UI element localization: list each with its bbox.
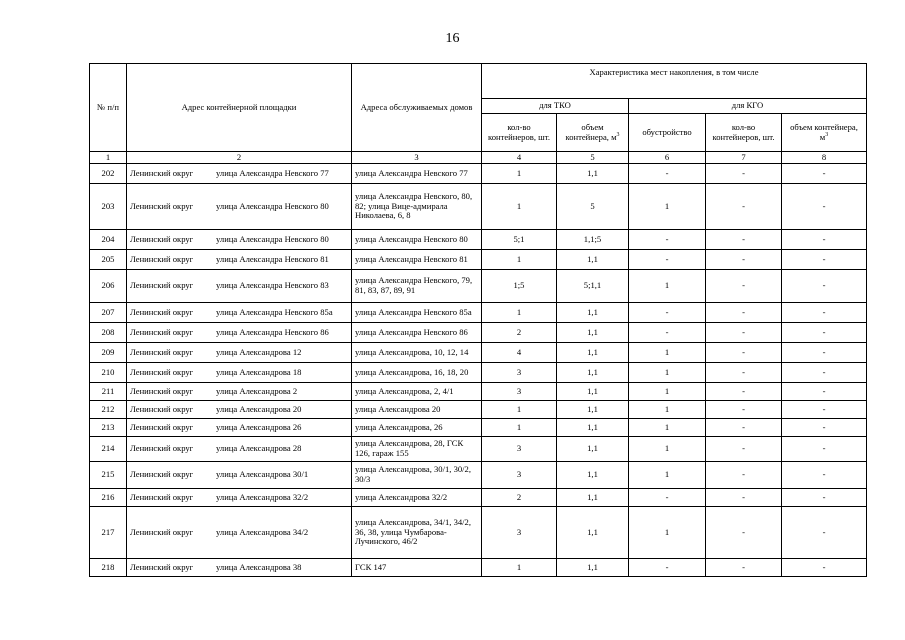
kgo-container-volume: - — [782, 507, 867, 559]
tko-container-volume: 1,1 — [557, 559, 629, 577]
row-number: 218 — [90, 559, 127, 577]
kgo-equipment: 1 — [629, 401, 706, 419]
row-number: 207 — [90, 303, 127, 323]
tko-container-volume: 1,1 — [557, 343, 629, 363]
table-row — [90, 230, 867, 250]
site-address-cell — [127, 164, 352, 184]
table-row — [90, 184, 867, 230]
kgo-equipment: - — [629, 303, 706, 323]
header-tko-volume: объем контейнера, $м^3$ — [557, 114, 629, 152]
column-number: 2 — [127, 152, 352, 164]
table-row — [90, 489, 867, 507]
tko-container-count: 2 — [482, 323, 557, 343]
table-row — [90, 363, 867, 383]
kgo-container-volume: - — [782, 363, 867, 383]
kgo-equipment: 1 — [629, 343, 706, 363]
tko-container-count: 1 — [482, 401, 557, 419]
site-street: улица Александрова 20 — [216, 403, 302, 414]
row-number: 206 — [90, 270, 127, 303]
kgo-container-count: - — [706, 323, 782, 343]
site-street: улица Александра Невского 80 — [216, 200, 329, 211]
site-street: улица Александра Невского 80 — [216, 233, 329, 244]
kgo-equipment: 1 — [629, 437, 706, 462]
kgo-equipment: 1 — [629, 462, 706, 489]
served-houses: улица Александрова, 2, 4/1 — [352, 383, 482, 401]
column-number: 1 — [90, 152, 127, 164]
header-address: Адрес контейнерной площадки — [127, 64, 352, 152]
kgo-equipment: - — [629, 230, 706, 250]
kgo-container-volume: - — [782, 383, 867, 401]
table-header — [90, 64, 867, 164]
kgo-equipment: 1 — [629, 270, 706, 303]
site-street: улица Александрова 34/2 — [216, 526, 309, 537]
column-number-row — [90, 152, 867, 164]
site-address-cell — [127, 383, 352, 401]
district-name: Ленинский округ — [130, 526, 194, 537]
tko-container-count: 3 — [482, 383, 557, 401]
kgo-container-count: - — [706, 489, 782, 507]
kgo-container-volume: - — [782, 303, 867, 323]
tko-container-volume: 1,1 — [557, 507, 629, 559]
table-row — [90, 462, 867, 489]
kgo-container-volume: - — [782, 462, 867, 489]
row-number: 209 — [90, 343, 127, 363]
kgo-equipment: - — [629, 164, 706, 184]
district-name: Ленинский округ — [130, 346, 194, 357]
kgo-container-count: - — [706, 270, 782, 303]
header-kgo-volume: объем контейнера, $м^3$ — [782, 114, 867, 152]
table-row — [90, 437, 867, 462]
district-name: Ленинский округ — [130, 469, 194, 480]
table-row — [90, 419, 867, 437]
district-name: Ленинский округ — [130, 200, 194, 211]
district-name: Ленинский округ — [130, 306, 194, 317]
column-number: 7 — [706, 152, 782, 164]
district-name: Ленинский округ — [130, 491, 194, 502]
tko-container-volume: 1,1 — [557, 462, 629, 489]
site-street: улица Александра Невского 83 — [216, 280, 329, 291]
row-number: 203 — [90, 184, 127, 230]
site-address-cell — [127, 270, 352, 303]
row-number: 216 — [90, 489, 127, 507]
district-name: Ленинский округ — [130, 561, 194, 572]
site-address-cell — [127, 230, 352, 250]
kgo-equipment: - — [629, 250, 706, 270]
kgo-container-count: - — [706, 559, 782, 577]
table-row — [90, 164, 867, 184]
kgo-equipment: 1 — [629, 507, 706, 559]
kgo-container-volume: - — [782, 343, 867, 363]
served-houses: улица Александра Невского 80 — [352, 230, 482, 250]
table-row — [90, 303, 867, 323]
table-row — [90, 401, 867, 419]
page-number: 16 — [445, 31, 460, 46]
kgo-container-volume: - — [782, 419, 867, 437]
column-number: 4 — [482, 152, 557, 164]
tko-container-volume: 5;1,1 — [557, 270, 629, 303]
kgo-equipment: 1 — [629, 363, 706, 383]
district-name: Ленинский округ — [130, 385, 194, 396]
row-number: 217 — [90, 507, 127, 559]
tko-container-volume: 1,1 — [557, 250, 629, 270]
kgo-equipment: - — [629, 323, 706, 343]
site-address-cell — [127, 559, 352, 577]
kgo-equipment: 1 — [629, 184, 706, 230]
kgo-container-count: - — [706, 343, 782, 363]
kgo-container-count: - — [706, 164, 782, 184]
tko-container-volume: 1,1 — [557, 401, 629, 419]
tko-container-count: 5;1 — [482, 230, 557, 250]
served-houses: улица Александра Невского 77 — [352, 164, 482, 184]
row-number: 215 — [90, 462, 127, 489]
tko-container-count: 4 — [482, 343, 557, 363]
site-address-cell — [127, 250, 352, 270]
header-kgo-equip: обустройство — [629, 114, 706, 152]
kgo-container-count: - — [706, 303, 782, 323]
site-street: улица Александрова 28 — [216, 443, 302, 454]
site-street: улица Александра Невского 86 — [216, 326, 329, 337]
tko-container-count: 1 — [482, 559, 557, 577]
tko-container-count: 3 — [482, 363, 557, 383]
kgo-container-volume: - — [782, 323, 867, 343]
served-houses: улица Александрова, 34/1, 34/2, 36, 38, улица Чумбарова-Лучинского, 46/2 — [352, 507, 482, 559]
table-row — [90, 383, 867, 401]
kgo-container-count: - — [706, 383, 782, 401]
kgo-container-volume: - — [782, 559, 867, 577]
kgo-equipment: 1 — [629, 383, 706, 401]
served-houses: улица Александра Невского, 80, 82; улица Вице-адмирала Николаева, 6, 8 — [352, 184, 482, 230]
row-number: 210 — [90, 363, 127, 383]
site-address-cell — [127, 437, 352, 462]
table-row — [90, 559, 867, 577]
header-characteristics: Характеристика мест накопления, в том числе — [482, 64, 867, 99]
table-row — [90, 250, 867, 270]
kgo-container-count: - — [706, 230, 782, 250]
site-address-cell — [127, 363, 352, 383]
served-houses: улица Александра Невского 85а — [352, 303, 482, 323]
site-address-cell — [127, 343, 352, 363]
site-street: улица Александра Невского 77 — [216, 167, 329, 178]
district-name: Ленинский округ — [130, 326, 194, 337]
site-address-cell — [127, 401, 352, 419]
site-address-cell — [127, 184, 352, 230]
kgo-container-count: - — [706, 419, 782, 437]
kgo-equipment: - — [629, 559, 706, 577]
kgo-container-volume: - — [782, 270, 867, 303]
served-houses: улица Александра Невского 81 — [352, 250, 482, 270]
kgo-container-count: - — [706, 462, 782, 489]
header-kgo: для КГО — [629, 99, 867, 114]
column-number: 8 — [782, 152, 867, 164]
row-number: 205 — [90, 250, 127, 270]
site-street: улица Александрова 38 — [216, 561, 302, 572]
tko-container-volume: 1,1 — [557, 164, 629, 184]
header-served: Адреса обслуживаемых домов — [352, 64, 482, 152]
kgo-container-count: - — [706, 401, 782, 419]
kgo-container-volume: - — [782, 230, 867, 250]
tko-container-count: 3 — [482, 507, 557, 559]
tko-container-volume: 1,1 — [557, 303, 629, 323]
row-number: 213 — [90, 419, 127, 437]
table-row — [90, 323, 867, 343]
served-houses: улица Александрова 20 — [352, 401, 482, 419]
row-number: 214 — [90, 437, 127, 462]
tko-container-count: 3 — [482, 462, 557, 489]
kgo-container-volume: - — [782, 184, 867, 230]
kgo-container-volume: - — [782, 164, 867, 184]
header-num: № п/п — [90, 64, 127, 152]
tko-container-count: 1;5 — [482, 270, 557, 303]
tko-container-volume: 1,1 — [557, 489, 629, 507]
tko-container-volume: 1,1 — [557, 383, 629, 401]
district-name: Ленинский округ — [130, 366, 194, 377]
site-street: улица Александрова 18 — [216, 366, 302, 377]
served-houses: улица Александрова, 10, 12, 14 — [352, 343, 482, 363]
kgo-container-count: - — [706, 184, 782, 230]
served-houses: ГСК 147 — [352, 559, 482, 577]
served-houses: улица Александрова, 16, 18, 20 — [352, 363, 482, 383]
site-street: улица Александрова 2 — [216, 385, 298, 396]
tko-container-count: 2 — [482, 489, 557, 507]
tko-container-volume: 1,1;5 — [557, 230, 629, 250]
tko-container-count: 1 — [482, 250, 557, 270]
row-number: 204 — [90, 230, 127, 250]
row-number: 208 — [90, 323, 127, 343]
tko-container-volume: 1,1 — [557, 437, 629, 462]
kgo-container-count: - — [706, 363, 782, 383]
district-name: Ленинский округ — [130, 253, 194, 264]
site-street: улица Александрова 32/2 — [216, 491, 309, 502]
container-sites-table — [89, 63, 867, 577]
header-tko: для ТКО — [482, 99, 629, 114]
row-number: 202 — [90, 164, 127, 184]
tko-container-volume: 5 — [557, 184, 629, 230]
tko-container-volume: 1,1 — [557, 323, 629, 343]
tko-container-count: 3 — [482, 437, 557, 462]
row-number: 211 — [90, 383, 127, 401]
column-number: 3 — [352, 152, 482, 164]
tko-container-count: 1 — [482, 303, 557, 323]
tko-container-count: 1 — [482, 419, 557, 437]
header-tko-count: кол-во контейнеров, шт. — [482, 114, 557, 152]
site-street: улица Александра Невского 85а — [216, 306, 333, 317]
district-name: Ленинский округ — [130, 167, 194, 178]
kgo-container-volume: - — [782, 250, 867, 270]
kgo-container-volume: - — [782, 437, 867, 462]
site-address-cell — [127, 489, 352, 507]
site-address-cell — [127, 323, 352, 343]
site-address-cell — [127, 507, 352, 559]
kgo-container-volume: - — [782, 489, 867, 507]
site-street: улица Александрова 30/1 — [216, 469, 309, 480]
kgo-container-count: - — [706, 437, 782, 462]
served-houses: улица Александрова, 26 — [352, 419, 482, 437]
district-name: Ленинский округ — [130, 403, 194, 414]
table-row — [90, 343, 867, 363]
column-number: 5 — [557, 152, 629, 164]
tko-container-volume: 1,1 — [557, 419, 629, 437]
row-number: 212 — [90, 401, 127, 419]
site-address-cell — [127, 462, 352, 489]
header-kgo-count: кол-во контейнеров, шт. — [706, 114, 782, 152]
kgo-container-count: - — [706, 507, 782, 559]
site-street: улица Александрова 26 — [216, 421, 302, 432]
tko-container-count: 1 — [482, 184, 557, 230]
kgo-equipment: 1 — [629, 419, 706, 437]
table-row — [90, 507, 867, 559]
table-body — [90, 164, 867, 577]
district-name: Ленинский округ — [130, 443, 194, 454]
tko-container-count: 1 — [482, 164, 557, 184]
district-name: Ленинский округ — [130, 280, 194, 291]
column-number: 6 — [629, 152, 706, 164]
kgo-equipment: - — [629, 489, 706, 507]
kgo-container-count: - — [706, 250, 782, 270]
district-name: Ленинский округ — [130, 421, 194, 432]
tko-container-volume: 1,1 — [557, 363, 629, 383]
served-houses: улица Александрова, 30/1, 30/2, 30/3 — [352, 462, 482, 489]
site-address-cell — [127, 303, 352, 323]
kgo-container-volume: - — [782, 401, 867, 419]
district-name: Ленинский округ — [130, 233, 194, 244]
served-houses: улица Александрова, 28, ГСК 126, гараж 155 — [352, 437, 482, 462]
table-row — [90, 270, 867, 303]
site-street: улица Александра Невского 81 — [216, 253, 329, 264]
site-address-cell — [127, 419, 352, 437]
served-houses: улица Александрова 32/2 — [352, 489, 482, 507]
served-houses: улица Александра Невского, 79, 81, 83, 87, 89, 91 — [352, 270, 482, 303]
site-street: улица Александрова 12 — [216, 346, 302, 357]
served-houses: улица Александра Невского 86 — [352, 323, 482, 343]
